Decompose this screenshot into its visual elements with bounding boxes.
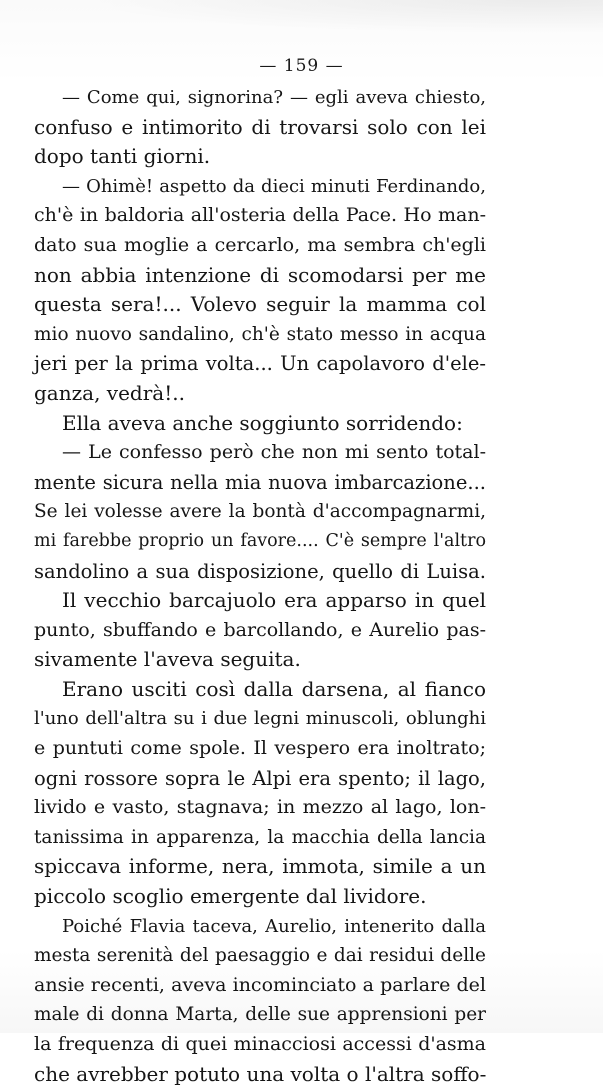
text-line: Erano usciti così dalla darsena, al fianco [62,676,486,701]
text-line: Il vecchio barcajuolo era apparso in quel [62,588,486,613]
text-line: ch'è in baldoria all'osteria della Pace. Ho man- [34,204,486,227]
text-line: dato sua moglie a cercarlo, ma sembra ch'egli [34,233,486,256]
text-line: piccolo scoglio emergente dal lividore. [34,884,427,909]
text-line: sivamente l'aveva seguita. [34,647,301,672]
text-line: mi farebbe proprio un favore.... C'è sempre l'altro [34,530,486,551]
page-number: — 159 — [259,56,344,76]
text-line: questa sera!... Volevo seguir la mamma col [34,292,486,317]
text-line: non abbia intenzione di scomodarsi per me [34,262,486,287]
text-line: male di donna Marta, delle sue apprensioni per [34,1004,486,1026]
text-line: mente sicura nella mia nuova imbarcazione... [34,470,486,494]
text-line: ansie recenti, aveva incominciato a parlare del [34,973,486,996]
text-line: ogni rossore sopra le Alpi era spento; il lago, [34,766,486,790]
text-line: livido e vasto, stagnava; in mezzo al lago, lon- [34,796,486,819]
text-line: mio nuovo sandalino, ch'è stato messo in acqua [34,323,486,345]
text-line: confuso e intimorito di trovarsi solo con lei [34,114,486,139]
body-text [34,83,486,1089]
text-line: Ella aveva anche soggiunto sorridendo: [62,410,463,435]
text-line: punto, sbuffando e barcollando, e Aurelio pas- [34,618,486,641]
text-line: — Le confesso però che non mi sento total- [62,441,486,464]
text-line: — Come qui, signorina? — egli aveva chiesto, [62,87,486,108]
text-line: Se lei volesse avere la bontà d'accompagnarmi, [34,501,486,523]
text-line: e puntuti come spole. Il vespero era inoltrato; [34,737,486,760]
text-line: l'uno dell'altra su i due legni minuscoli, oblunghi [34,708,486,730]
text-line: ganza, vedrà!.. [34,380,185,405]
text-line: jeri per la prima volta... Un capolavoro d'ele- [34,352,486,376]
text-line: dopo tanti giorni. [34,144,211,169]
text-line: sandolino a sua disposizione, quello di Luisa. [34,559,486,583]
text-line: Poiché Flavia taceva, Aurelio, intenerito dalla [62,915,486,937]
text-line: la frequenza di quei minacciosi accessi d'asma [34,1033,486,1055]
text-line: tanissima in apparenza, la macchia della lancia [34,826,486,848]
text-line: che avrebber potuto una volta o l'altra soffo- [34,1061,487,1086]
text-line: spiccava informe, nera, immota, simile a un [34,854,486,879]
text-line: — Ohimè! aspetto da dieci minuti Ferdinando, [62,175,486,197]
text-line: mesta serenità del paesaggio e dai residui delle [34,945,486,967]
